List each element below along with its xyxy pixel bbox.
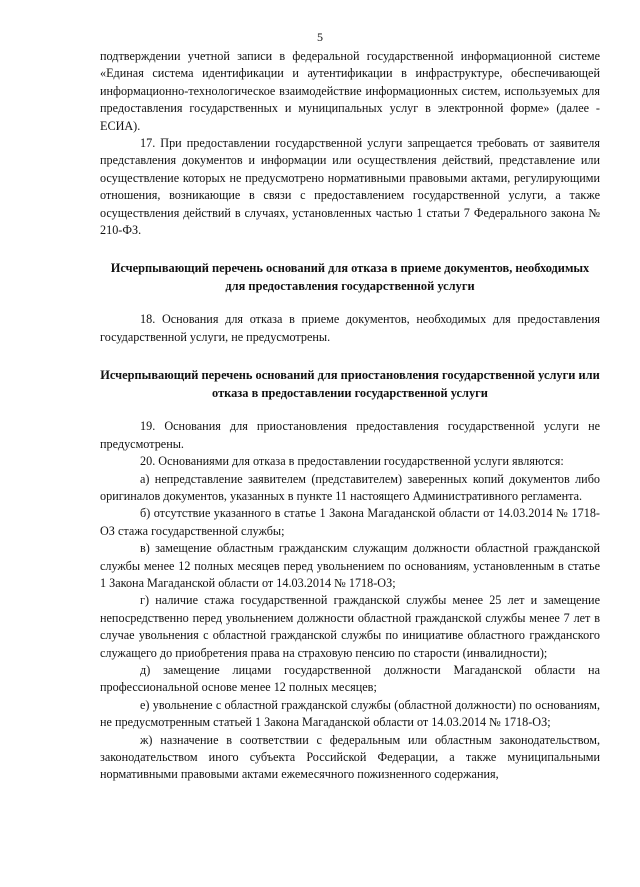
list-item-b: б) отсутствие указанного в статье 1 Закона Магаданской области от 14.03.2014 № 1718-ОЗ стажа государственной службы; bbox=[100, 506, 600, 538]
section-heading-refusal-documents: Исчерпывающий перечень оснований для отказа в приеме документов, необходимых для предоставления государственной услуги bbox=[110, 261, 590, 294]
page-number: 5 bbox=[317, 30, 323, 44]
list-item-g: г) наличие стажа государственной гражданской службы менее 25 лет и замещение непосредственно перед увольнением должности областной гражданской службы менее 7 лет в случае увольнения с областной гражданской службы по инициативе областного гражданского служащего до приобретения права на страховую пенсию по старости (инвалидности); bbox=[100, 593, 600, 660]
list-item-v: в) замещение областным гражданским служащим должности областной гражданской службы менее 12 полных месяцев перед увольнением по основаниям, установленным в статье 1 Закона Магаданской области от 14.03.2014 № 1718-ОЗ; bbox=[100, 541, 600, 590]
paragraph-19: 19. Основания для приостановления предоставления государственной услуги не предусмотрены. bbox=[100, 419, 600, 451]
paragraph-esia: подтверждении учетной записи в федеральной государственной информационной системе «Единая система идентификации и аутентификации в инфраструктуре, обеспечивающей информационно-технологическое взаимодействие информационных систем, используемых для предоставления государственных и муниципальных услуг в электронной форме» (далее - ЕСИА). bbox=[100, 49, 600, 133]
paragraph-17: 17. При предоставлении государственной услуги запрещается требовать от заявителя представления документов и информации или осуществления действий, представление или осуществление которых не предусмотрено нормативными правовыми актами, регулирующими отношения, возникающие в связи с предоставлением государственной услуги, а также осуществления действий в случаях, установленных частью 1 статьи 7 Федерального закона № 210-ФЗ. bbox=[100, 136, 600, 238]
paragraph-18: 18. Основания для отказа в приеме документов, необходимых для предоставления государственной услуги, не предусмотрены. bbox=[100, 312, 600, 344]
list-item-e: е) увольнение с областной гражданской службы (областной должности) по основаниям, не предусмотренным статьей 1 Закона Магаданской области от 14.03.2014 № 1718-ОЗ; bbox=[100, 697, 600, 730]
paragraph-20: 20. Основаниями для отказа в предоставлении государственной услуги являются: bbox=[140, 454, 564, 469]
list-item-a: а) непредставление заявителем (представителем) заверенных копий документов либо оригиналов документов, указанных в пункте 11 настоящего Административного регламента. bbox=[100, 471, 600, 503]
section-heading-suspension-refusal: Исчерпывающий перечень оснований для приостановления государственной услуги или отказа в предоставлении государственной услуги bbox=[100, 368, 600, 401]
document-body bbox=[100, 48, 600, 784]
list-item-d: д) замещение лицами государственной должности Магаданской области на профессиональной основе менее 12 полных месяцев; bbox=[100, 662, 600, 695]
list-item-zh: ж) назначение в соответствии с федеральным или областным законодательством, законодательством иного субъекта Российской Федерации, а также муниципальными нормативными правовыми актами ежемесячного пожизненного содержания, bbox=[100, 732, 600, 782]
